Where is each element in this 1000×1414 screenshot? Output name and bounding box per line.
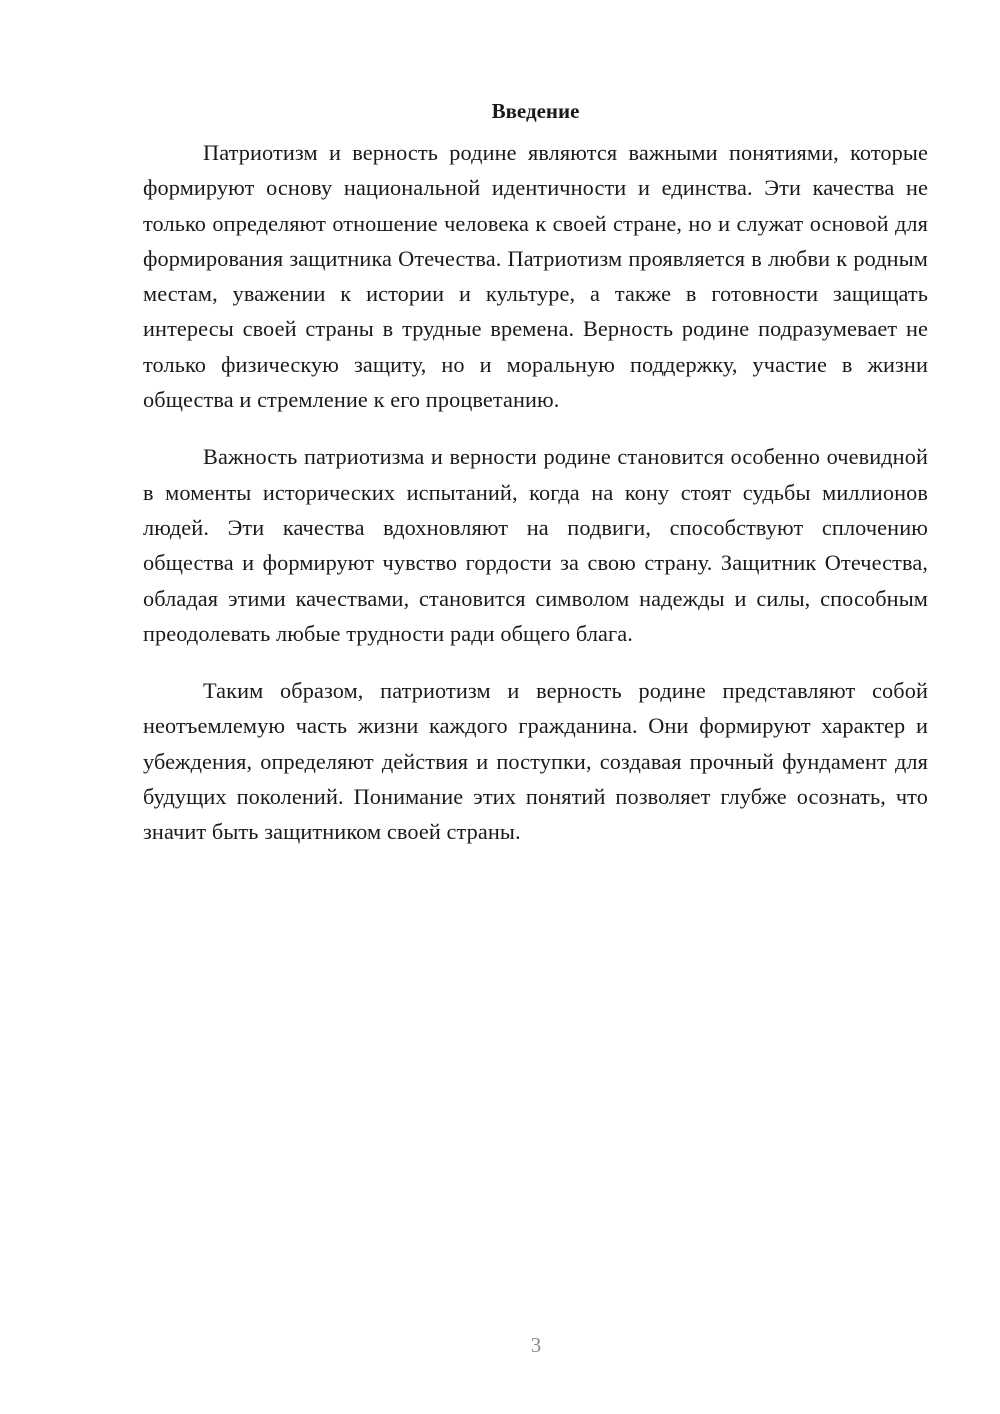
paragraph-1: Патриотизм и верность родине являются важными понятиями, которые формируют основу национальной идентичности и единства. Эти качества не только определяют отношение человека к своей стране, но и служат основой для формирования защитника Отечества. Патриотизм проявляется в любви к родным местам, уважении к истории и культуре, а также в готовности защищать интересы своей страны в трудные времена. Верность родине подразумевает не только физическую защиту, но и моральную поддержку, участие в жизни общества и стремление к его процветанию.: [143, 140, 928, 413]
page-number: 3: [530, 1333, 542, 1357]
section-title: Введение: [491, 99, 580, 123]
paragraph-2: Важность патриотизма и верности родине становится особенно очевидной в моменты исторических испытаний, когда на кону стоят судьбы миллионов людей. Эти качества вдохновляют на подвиги, способствуют сплочению общества и формируют чувство гордости за свою страну. Защитник Отечества, обладая этими качествами, становится символом надежды и силы, способным преодолевать любые трудности ради общего блага.: [143, 444, 928, 646]
page-content: [143, 95, 928, 872]
paragraph-3: Таким образом, патриотизм и верность родине представляют собой неотъемлемую часть жизни каждого гражданина. Они формируют характер и убеждения, определяют действия и поступки, создавая прочный фундамент для будущих поколений. Понимание этих понятий позволяет глубже осознать, что значит быть защитником своей страны.: [143, 678, 928, 845]
